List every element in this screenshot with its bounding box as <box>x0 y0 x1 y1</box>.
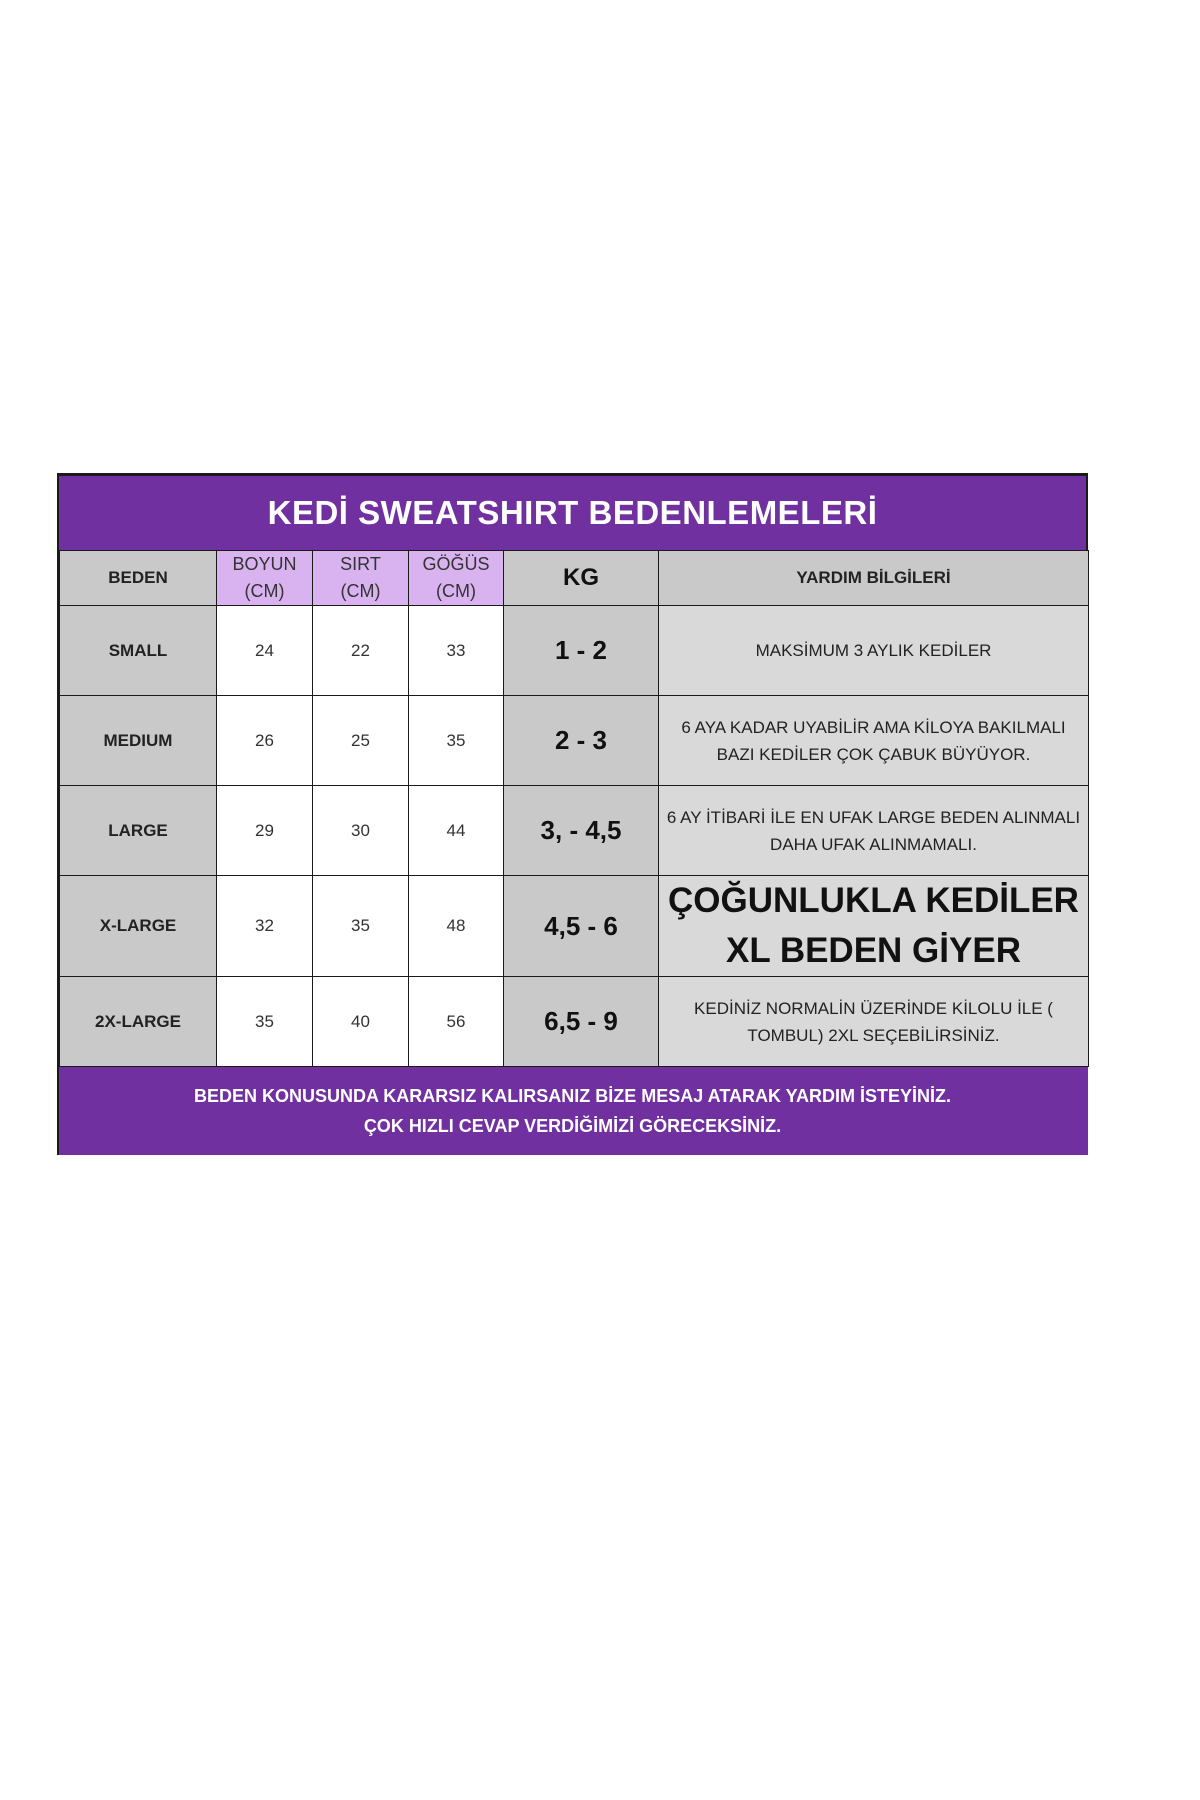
header-row <box>60 551 1089 606</box>
sirt-cell: 22 <box>313 606 409 696</box>
boyun-cell: 24 <box>217 606 313 696</box>
sirt-cell: 25 <box>313 696 409 786</box>
size-cell: X-LARGE <box>60 876 217 977</box>
kg-cell: 2 - 3 <box>504 696 659 786</box>
kg-cell: 1 - 2 <box>504 606 659 696</box>
header-sirt-label: SIRT <box>340 554 381 574</box>
info-cell-highlight <box>659 876 1089 977</box>
boyun-cell: 35 <box>217 977 313 1067</box>
table-row <box>60 876 1089 977</box>
info-line-2: TOMBUL) 2XL SEÇEBİLİRSİNİZ. <box>747 1025 1000 1045</box>
header-sirt-unit: (CM) <box>340 581 381 601</box>
gogus-cell: 48 <box>409 876 504 977</box>
boyun-cell: 26 <box>217 696 313 786</box>
info-line-2: XL BEDEN GİYER <box>726 931 1021 970</box>
sirt-cell: 35 <box>313 876 409 977</box>
chart-title: KEDİ SWEATSHIRT BEDENLEMELERİ <box>59 476 1088 550</box>
gogus-cell: 44 <box>409 786 504 876</box>
boyun-cell: 29 <box>217 786 313 876</box>
header-beden: BEDEN <box>60 551 217 606</box>
sirt-cell: 30 <box>313 786 409 876</box>
size-cell: SMALL <box>60 606 217 696</box>
info-cell <box>659 606 1089 696</box>
size-cell: MEDIUM <box>60 696 217 786</box>
sirt-cell: 40 <box>313 977 409 1067</box>
header-kg: KG <box>504 551 659 606</box>
gogus-cell: 56 <box>409 977 504 1067</box>
info-cell <box>659 786 1089 876</box>
header-boyun-label: BOYUN <box>232 554 297 574</box>
footer-line-2: ÇOK HIZLI CEVAP VERDİĞİMİZİ GÖRECEKSİNİZ. <box>363 1116 782 1136</box>
kg-cell: 6,5 - 9 <box>504 977 659 1067</box>
size-cell: LARGE <box>60 786 217 876</box>
info-line-2: BAZI KEDİLER ÇOK ÇABUK BÜYÜYOR. <box>716 744 1031 764</box>
header-yardim: YARDIM BİLGİLERİ <box>659 551 1089 606</box>
table-row <box>60 786 1089 876</box>
info-line-2: DAHA UFAK ALINMAMALI. <box>770 834 977 854</box>
footer-banner <box>59 1067 1088 1155</box>
size-chart <box>57 473 1088 1155</box>
info-cell <box>659 696 1089 786</box>
header-gogus <box>409 551 504 606</box>
kg-cell: 3, - 4,5 <box>504 786 659 876</box>
info-cell <box>659 977 1089 1067</box>
info-line-1: MAKSİMUM 3 AYLIK KEDİLER <box>755 641 992 660</box>
table-row <box>60 606 1089 696</box>
info-line-1: 6 AYA KADAR UYABİLİR AMA KİLOYA BAKILMALI <box>681 717 1066 737</box>
header-boyun <box>217 551 313 606</box>
header-boyun-unit: (CM) <box>244 581 285 601</box>
info-line-1: ÇOĞUNLUKLA KEDİLER <box>668 881 1079 920</box>
header-gogus-label: GÖĞÜS <box>422 554 490 574</box>
header-sirt <box>313 551 409 606</box>
size-cell: 2X-LARGE <box>60 977 217 1067</box>
footer-line-1: BEDEN KONUSUNDA KARARSIZ KALIRSANIZ BİZE MESAJ ATARAK YARDIM İSTEYİNİZ. <box>193 1086 952 1106</box>
boyun-cell: 32 <box>217 876 313 977</box>
gogus-cell: 35 <box>409 696 504 786</box>
header-gogus-unit: (CM) <box>436 581 476 601</box>
size-table <box>59 550 1089 1067</box>
table-row <box>60 696 1089 786</box>
gogus-cell: 33 <box>409 606 504 696</box>
kg-cell: 4,5 - 6 <box>504 876 659 977</box>
table-row <box>60 977 1089 1067</box>
info-line-1: KEDİNİZ NORMALİN ÜZERİNDE KİLOLU İLE ( <box>694 998 1053 1018</box>
info-line-1: 6 AY İTİBARİ İLE EN UFAK LARGE BEDEN ALINMALI <box>666 807 1081 827</box>
